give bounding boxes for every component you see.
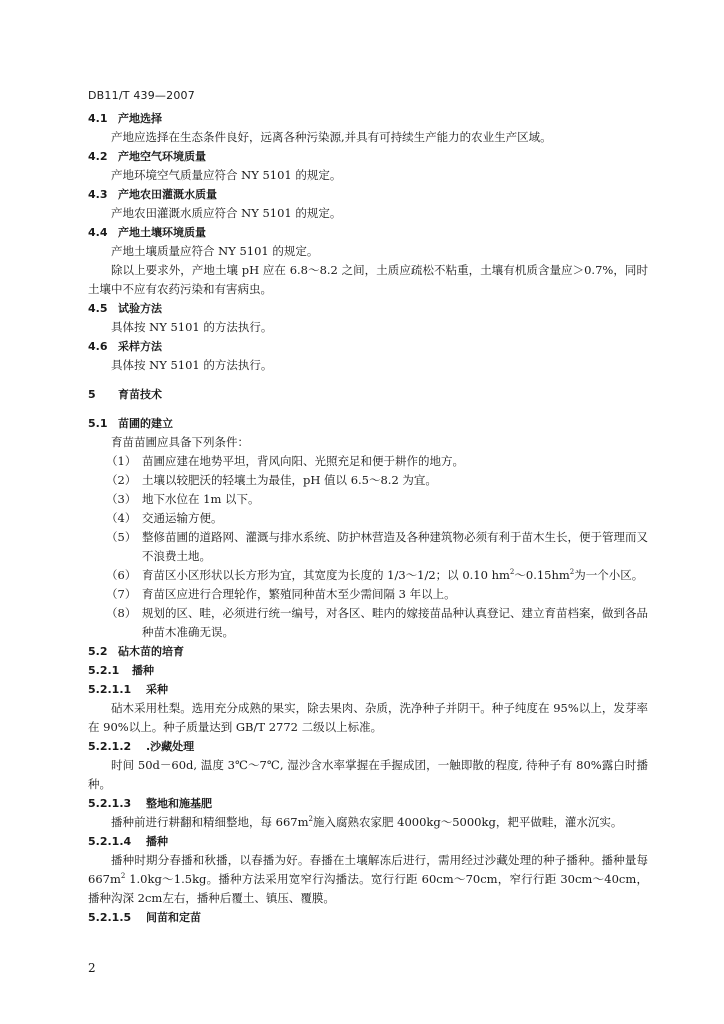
paragraph-4-4-a: 产地土壤质量应符合 NY 5101 的规定。 — [111, 244, 319, 258]
list-item-4: （4） 交通运输方便。 — [106, 511, 223, 525]
paragraph-5-2-1-1: 砧木采用杜梨。选用充分成熟的果实，除去果肉、杂质，洗净种子并阴干。种子纯度在 95%以上，发芽率在 90%以上。种子质量达到 GB/T 2772 二级以上标准。 — [88, 701, 648, 734]
heading-5-2-1-2: 5.2.1.2 .沙藏处理 — [88, 740, 195, 753]
paragraph-4-6: 具体按 NY 5101 的方法执行。 — [111, 358, 273, 372]
list-item-2: （2） 土壤以较肥沃的轻壤土为最佳，pH 值以 6.5～8.2 为宜。 — [106, 473, 437, 487]
heading-5-2-1-5: 5.2.1.5 间苗和定苗 — [88, 911, 201, 924]
list-item-6: （6） 育苗区小区形状以长方形为宜，其宽度为长度的 1/3～1/2；以 0.10 $hm^2\sim 0.15hm^2$为一个小区。 — [106, 568, 644, 582]
list-item-3: （3） 地下水位在 1m 以下。 — [106, 492, 260, 506]
heading-4-5: 4.5 试验方法 — [88, 302, 162, 315]
heading-5-2: 5.2 砧木苗的培育 — [88, 645, 184, 658]
heading-5-2-1-3: 5.2.1.3 整地和施基肥 — [88, 797, 212, 810]
section-gap — [88, 404, 648, 414]
paragraph-5-2-1-4: 播种时期分春播和秋播，以春播为好。春播在土壤解冻后进行，需用经过沙藏处理的种子播种。播种量每 $667m^2$ 1.0kg～1.5kg。播种方法采用宽窄行沟播法。宽行行距 60cm～70cm，窄行行距 30cm～40cm，播种沟深 2cm左右，播种后覆土、镇压、覆膜。 — [88, 853, 648, 905]
list-item-8: （8） 规划的区、畦，必须进行统一编号，对各区、畦内的嫁接苗品种认真登记、建立育苗档案，做到各品种苗木准确无误。 — [106, 606, 648, 639]
list-item-1: （1） 苗圃应建在地势平坦，背风向阳、光照充足和便于耕作的地方。 — [106, 454, 464, 468]
paragraph-4-4-b: 除以上要求外，产地土壤 pH 应在 6.8～8.2 之间，土质应疏松不粘重，土壤有机质含量应＞0.7%，同时土壤中不应有农药污染和有害病虫。 — [88, 263, 648, 296]
paragraph-5-2-1-2: 时间 50d－60d, 温度 3℃～7℃, 湿沙含水率掌握在手握成团，一触即散的程度, 待种子有 80%露白时播种。 — [88, 758, 648, 791]
heading-5-1: 5.1 苗圃的建立 — [88, 417, 173, 430]
paragraph-4-3: 产地农田灌溉水质应符合 NY 5101 的规定。 — [111, 206, 342, 220]
paragraph-4-5: 具体按 NY 5101 的方法执行。 — [111, 320, 273, 334]
heading-4-3: 4.3 产地农田灌溉水质量 — [88, 188, 217, 201]
heading-5: 5 育苗技术 — [88, 388, 162, 401]
paragraph-5-2-1-3: 播种前进行耕翻和精细整地，每 $667m^2$施入腐熟农家肥 4000kg～5000kg，耙平做畦，灌水沉实。 — [111, 815, 623, 829]
heading-4-6: 4.6 采样方法 — [88, 340, 162, 353]
list-item-7: （7） 育苗区应进行合理轮作，繁殖同种苗木至少需间隔 3 年以上。 — [106, 587, 456, 601]
heading-4-2: 4.2 产地空气环境质量 — [88, 150, 206, 163]
heading-4-1: 4.1 产地选择 — [88, 112, 162, 125]
document-body — [88, 109, 648, 927]
paragraph-5-1-intro: 育苗苗圃应具备下列条件： — [111, 435, 249, 449]
heading-5-2-1-4: 5.2.1.4 播种 — [88, 835, 168, 848]
paragraph-4-2: 产地环境空气质量应符合 NY 5101 的规定。 — [111, 168, 342, 182]
heading-5-2-1-1: 5.2.1.1 采种 — [88, 683, 168, 696]
list-item-5: （5） 整修苗圃的道路网、灌溉与排水系统、防护林营造及各种建筑物必须有利于苗木生长，便于管理而又不浪费土地。 — [106, 530, 648, 563]
document-id: DB11/T 439—2007 — [88, 89, 195, 102]
heading-5-2-1: 5.2.1 播种 — [88, 664, 154, 677]
paragraph-4-1: 产地应选择在生态条件良好，远离各种污染源,并具有可持续生产能力的农业生产区域。 — [111, 130, 552, 144]
section-gap — [88, 375, 648, 385]
heading-4-4: 4.4 产地土壤环境质量 — [88, 226, 206, 239]
page-number: 2 — [88, 961, 96, 975]
